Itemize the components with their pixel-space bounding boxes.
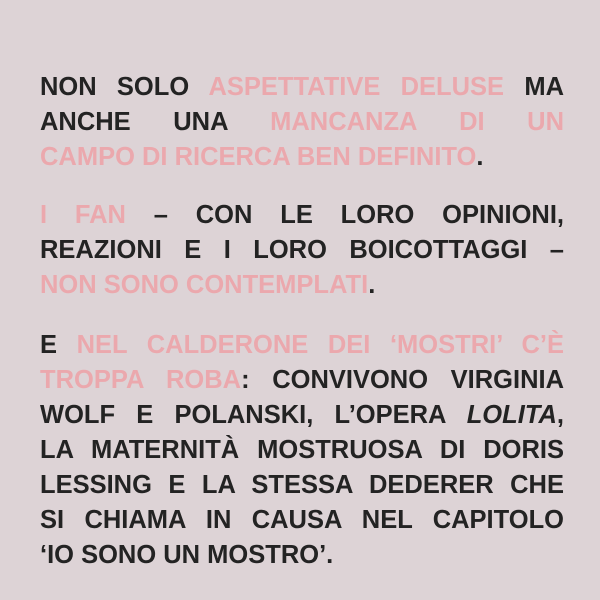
highlight-span: TROPPA ROBA — [40, 366, 242, 394]
text-span: REAZIONI E I LORO BOICOTTAGGI – — [40, 236, 564, 264]
paragraph-1-line-3 — [40, 140, 564, 175]
paragraph-3-line-7 — [40, 538, 564, 573]
paragraph-3-line-4 — [40, 433, 564, 468]
highlight-span: ASPETTATIVE DELUSE — [208, 73, 505, 101]
highlight-span: MANCANZA DI UN — [270, 108, 564, 136]
paragraph-3-line-6 — [40, 503, 564, 538]
paragraph-3-line-2 — [40, 363, 564, 398]
paragraph-1-line-2 — [40, 105, 564, 140]
highlight-span: I FAN — [40, 201, 126, 229]
paragraph-2-line-3 — [40, 268, 564, 303]
text-span: ‘IO SONO UN MOSTRO’. — [40, 541, 334, 569]
highlight-span: NEL CALDERONE DEI ‘MOSTRI’ C’È — [76, 331, 564, 359]
paragraph-3-line-1 — [40, 328, 564, 363]
text-span: E — [40, 331, 77, 359]
highlight-span: CAMPO DI RICERCA BEN DEFINITO — [40, 143, 477, 171]
text-span: SI CHIAMA IN CAUSA NEL CAPITOLO — [40, 506, 564, 534]
text-span: NON SOLO — [40, 73, 209, 101]
paragraph-1-line-1 — [40, 70, 564, 105]
text-span: WOLF E POLANSKI, L’OPERA — [40, 401, 467, 429]
paragraph-3 — [40, 328, 564, 573]
text-span: . — [368, 271, 376, 299]
text-span: . — [476, 143, 484, 171]
text-span: – CON LE LORO OPINIONI, — [125, 201, 564, 229]
text-span: LA MATERNITÀ MOSTRUOSA DI DORIS — [40, 436, 564, 464]
text-span: , — [556, 401, 564, 429]
paragraph-2-line-2 — [40, 233, 564, 268]
text-span: ANCHE UNA — [40, 108, 271, 136]
text-span: LESSING E LA STESSA DEDERER CHE — [40, 471, 564, 499]
text-span: : CONVIVONO VIRGINIA — [241, 366, 564, 394]
paragraph-1 — [40, 70, 564, 175]
highlight-span: NON SONO CONTEMPLATI — [40, 271, 369, 299]
paragraph-3-line-3 — [40, 398, 564, 433]
italic-title-span: LOLITA — [466, 401, 557, 429]
paragraph-2 — [40, 198, 564, 303]
paragraph-2-line-1 — [40, 198, 564, 233]
paragraph-3-line-5 — [40, 468, 564, 503]
text-span: MA — [504, 73, 564, 101]
